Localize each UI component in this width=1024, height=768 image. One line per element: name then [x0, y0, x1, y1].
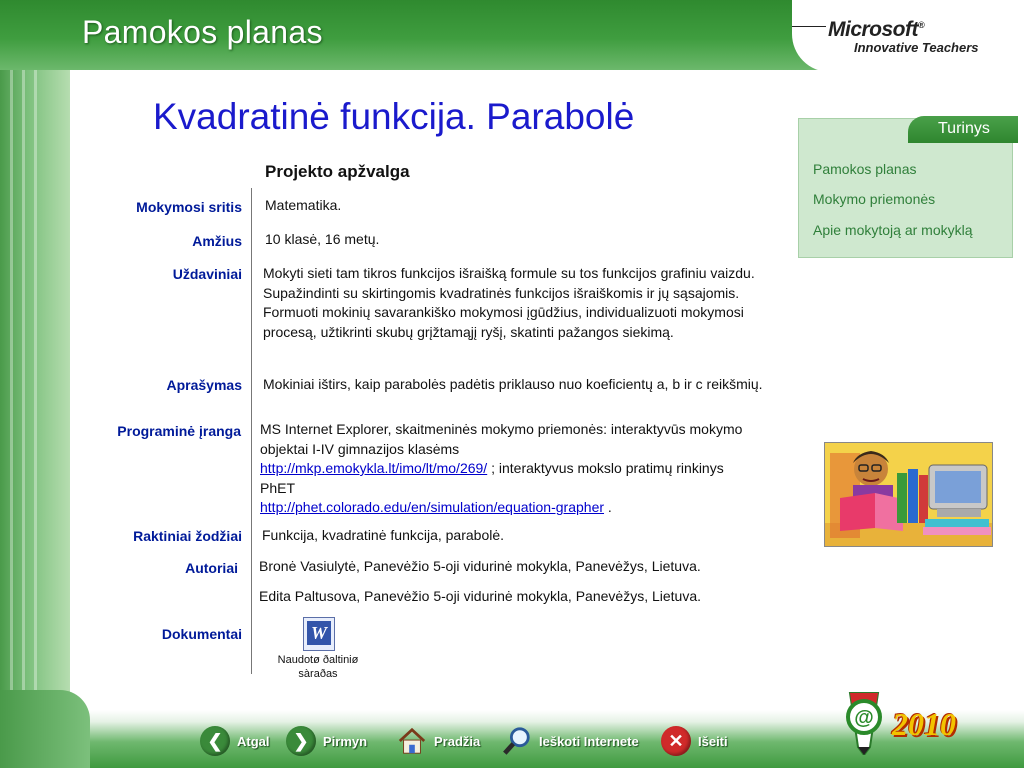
forward-button[interactable] [286, 724, 367, 758]
value-raktiniai-zodziai: Funkcija, kvadratinė funkcija, parabolė. [262, 527, 505, 543]
document-caption[interactable] [258, 653, 378, 681]
brand-subtitle: Innovative Teachers [854, 40, 979, 55]
left-decor-bar [0, 0, 70, 768]
home-button-label: Pradžia [434, 733, 481, 749]
magnifier-icon [502, 726, 532, 756]
year-logo: 2010 [892, 706, 956, 742]
word-document-icon[interactable]: W [303, 617, 335, 651]
software-text-2: ; interaktyvus mokslo pratimų rinkinys PhET [260, 460, 724, 496]
footer-corner [0, 690, 90, 768]
software-text-1: MS Internet Explorer, skaitmeninės mokymo priemonės: interaktyvūs mokymo objektai I-IV gimnazijos klasėms [260, 421, 743, 457]
nav-item-apie-mokytoja[interactable]: Apie mokytoją ar mokyklą [813, 222, 973, 238]
label-amzius: Amžius [192, 233, 242, 249]
svg-text:@: @ [854, 707, 874, 729]
exit-button-label: Išeiti [698, 733, 728, 749]
house-icon [397, 726, 427, 756]
brand-tm: ® [918, 20, 925, 30]
value-amzius: 10 klasė, 16 metų. [265, 231, 380, 247]
arrow-left-icon: ❮ [200, 726, 230, 756]
exit-button[interactable] [661, 724, 728, 758]
label-uzdaviniai: Uždaviniai [172, 266, 242, 282]
software-text-3: . [604, 499, 612, 515]
nav-item-mokymo-priemones[interactable]: Mokymo priemonės [813, 191, 936, 207]
doc-caption-line-2: sàraðas [298, 668, 338, 680]
link-emokykla[interactable]: http://mkp.emokykla.lt/imo/lt/mo/269/ [260, 460, 488, 476]
value-author-1: Bronė Vasiulytė, Panevėžio 5-oji vidurinė mokykla, Panevėžys, Lietuva. [259, 558, 701, 574]
value-uzdaviniai: Mokyti sieti tam tikros funkcijos išraišką formule su tos funkcijos grafiniu vaizdu. Supažindinti su skirtingomis kvadratinės funkcijos išraiškomis ir jų sąsajomis. Formuoti mokinių savarankiško mokymosi įgūdžius, individualizuoti mokymosi procesą, užtikrinti skubų grįžtamąjį ryšį, skatinti pažangos siekimą. [263, 265, 755, 340]
label-mokymosi-sritis: Mokymosi sritis [136, 199, 242, 215]
value-programine-iranga [260, 420, 750, 518]
label-autoriai: Autoriai [185, 560, 238, 576]
label-aprasymas: Aprašymas [166, 377, 242, 393]
section-title: Projekto apžvalga [265, 162, 410, 181]
forward-button-label: Pirmyn [323, 733, 368, 749]
contents-tab [908, 116, 1018, 143]
slide-title: Kvadratinė funkcija. Parabolė [153, 96, 635, 137]
microsoft-logo [792, 0, 1024, 72]
back-button-label: Atgal [237, 733, 270, 749]
app-title: Pamokos planas [82, 14, 323, 50]
at-pencil-logo [836, 675, 892, 755]
contents-tab-label: Turinys [938, 120, 990, 137]
search-internet-button[interactable] [502, 724, 639, 758]
link-phet[interactable]: http://phet.colorado.edu/en/simulation/equation-grapher [260, 499, 605, 515]
back-button[interactable] [200, 724, 270, 758]
label-dokumentai: Dokumentai [161, 626, 242, 642]
value-aprasymas: Mokiniai ištirs, kaip parabolės padėtis priklauso nuo koeficientų a, b ir c reikšmių. [263, 376, 763, 392]
label-programine-iranga: Programinė įranga [117, 423, 241, 439]
home-button[interactable] [397, 724, 480, 758]
column-divider [251, 188, 252, 674]
nav-item-pamokos-planas[interactable]: Pamokos planas [813, 161, 917, 177]
close-x-icon: ✕ [661, 726, 691, 756]
brand-name: Microsoft [828, 18, 918, 41]
value-author-2: Edita Paltusova, Panevėžio 5-oji vidurinė mokykla, Panevėžys, Lietuva. [259, 588, 702, 604]
value-mokymosi-sritis: Matematika. [265, 197, 342, 213]
search-internet-button-label: Ieškoti Internete [539, 733, 639, 749]
teacher-illustration [824, 442, 993, 547]
doc-caption-line-1: Naudotø ðaltiniø [277, 654, 359, 666]
label-raktiniai-zodziai: Raktiniai žodžiai [133, 528, 242, 544]
arrow-right-icon: ❯ [286, 726, 316, 756]
